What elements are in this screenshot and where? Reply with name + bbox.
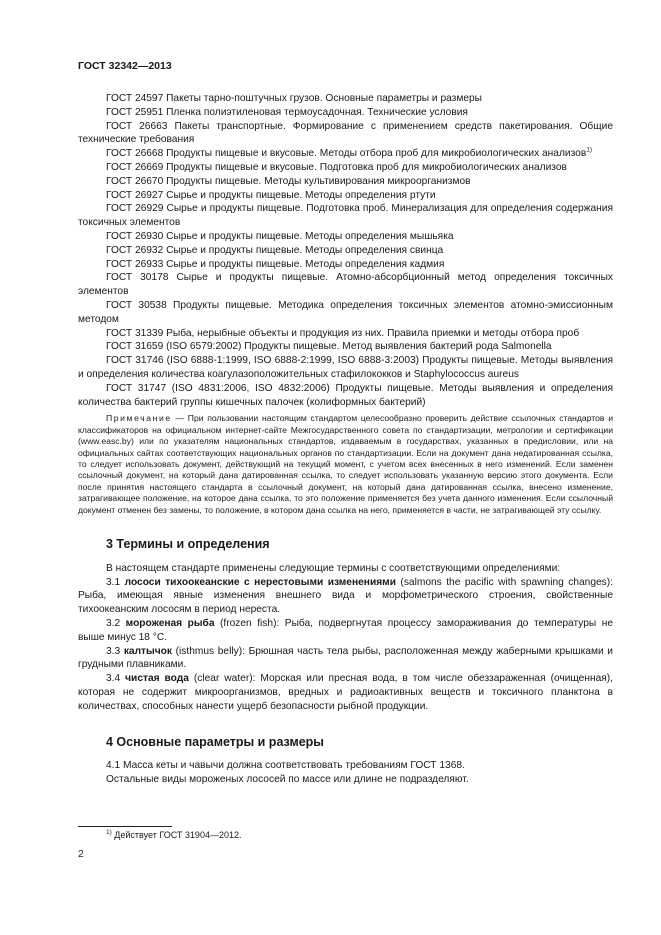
reference-item: ГОСТ 30538 Продукты пищевые. Методика определения токсичных элементов атомно-эмиссионным методом [78,299,613,325]
term-3-4: 3.4 чистая вода (clear water): Морская или пресная вода, в том числе обеззараженная (очищенная), которая не содержит микроорганизмов, вредных и радиоактивных веществ и токсичного планктона в количествах, способных нанести ущерб безопасности рыбной продукции. [78,673,614,712]
reference-item: ГОСТ 26927 Сырье и продукты пищевые. Методы определения ртути [106,189,436,201]
footnote-marker: 1) [586,146,593,154]
section-3-title: 3 Термины и определения [106,536,270,551]
page-number: 2 [78,848,84,860]
reference-item: ГОСТ 31339 Рыба, нерыбные объекты и продукция из них. Правила приемки и методы отбора проб [106,327,580,339]
note-label: Примечание [106,413,172,424]
reference-item: ГОСТ 26930 Сырье и продукты пищевые. Методы определения мышьяка [106,230,454,242]
section-4-paragraph: Остальные виды мороженых лососей по массе или длине не подразделяют. [106,774,469,786]
section-4-title: 4 Основные параметры и размеры [106,734,324,749]
term-3-1: 3.1 лососи тихоокеанские с нерестовыми изменениями (salmons the pacific with spawning changes): Рыба, имеющая явные изменения внешнего вида и морфометрического строения, свойственные тихоокеанским лососям в период нереста. [78,576,613,616]
document-body [78,92,613,787]
reference-item: ГОСТ 26668 Продукты пищевые и вкусовые. Методы отбора проб для микробиологических анализов$^{1)}$ [106,146,593,160]
document-header: ГОСТ 32342—2013 [78,60,172,72]
reference-item: ГОСТ 31746 (ISO 6888-1:1999, ISO 6888-2:1999, ISO 6888-3:2003) Продукты пищевые. Методы выявления и определения количества коагулазоположительных стафилококков и Staphylococcus aureus [78,355,613,380]
section-4-paragraph: 4.1 Масса кеты и чавычи должна соответствовать требованиям ГОСТ 1368. [106,760,465,772]
reference-item: ГОСТ 26663 Пакеты транспортные. Формирование с применением средств пакетирования. Общие технические требования [78,120,613,146]
reference-item: ГОСТ 26933 Сырье и продукты пищевые. Методы определения кадмия [106,258,445,270]
reference-item: ГОСТ 26669 Продукты пищевые и вкусовые. Подготовка проб для микробиологических анализов [106,161,567,173]
note-paragraph [78,413,613,516]
reference-item: ГОСТ 31747 (ISO 4831:2006, ISO 4832:2006) Продукты пищевые. Методы выявления и определения количества бактерий группы кишечных палочек (колиформных бактерий) [78,382,613,408]
reference-item: ГОСТ 25951 Пленка полиэтиленовая термоусадочная. Технические условия [106,106,468,118]
reference-item: ГОСТ 31659 (ISO 6579:2002) Продукты пищевые. Метод выявления бактерий рода Salmonella [106,341,552,353]
reference-item: ГОСТ 26932 Сырье и продукты пищевые. Методы определения свинца [106,244,444,256]
footnote-divider [78,826,172,827]
footnote: $^{1)}$ Действует ГОСТ 31904—2012. [106,829,242,840]
note-text: — При пользовании настоящим стандартом целесообразно проверить действие ссылочных стандартов и классификаторов на официальном интернет-сайте Межгосударственного совета по стандартизации, метрологии и сертификации (www.easc.by) или по указателям национальных стандартов, издаваемым в государствах, указанных в предисловии, или на официальных сайтах соответствующих национальных органов по стандартизации. Если на документ дана недатированная ссылка, то следует использовать документ, действующий на текущий момент, с учетом всех внесенных в него изменений. Если заменен ссылочный документ, на который дана датированная ссылка, то следует использовать указанную версию этого документа. Если после принятия настоящего стандарта в ссылочный документ, на который дана датированная ссылка, внесено изменение, затрагивающее положение, на которое дана ссылка, то это положение применяется без учета данного изменения. Если ссылочный документ отменен без замены, то положение, в котором дана ссылка на него, применяется в части, не затрагивающей эту ссылку. [78,413,613,515]
term-3-2: 3.2 мороженая рыба (frozen fish): Рыба, подвергнутая процессу замораживания до температуры не выше минус 18 °С. [78,617,613,643]
reference-item: ГОСТ 26670 Продукты пищевые. Методы культивирования микроорганизмов [106,175,471,187]
section-3-intro: В настоящем стандарте применены следующие термины с соответствующими определениями: [106,562,561,574]
reference-item: ГОСТ 26929 Сырье и продукты пищевые. Подготовка проб. Минерализация для определения содержания токсичных элементов [78,203,613,229]
reference-item: ГОСТ 24597 Пакеты тарно-поштучных грузов. Основные параметры и размеры [106,93,483,104]
term-3-3: 3.3 калтычок (isthmus belly): Брюшная часть тела рыбы, расположенная между жаберными крышками и грудными плавниками. [78,645,614,671]
reference-item: ГОСТ 30178 Сырье и продукты пищевые. Атомно-абсорбционный метод определения токсичных элементов [78,272,613,298]
